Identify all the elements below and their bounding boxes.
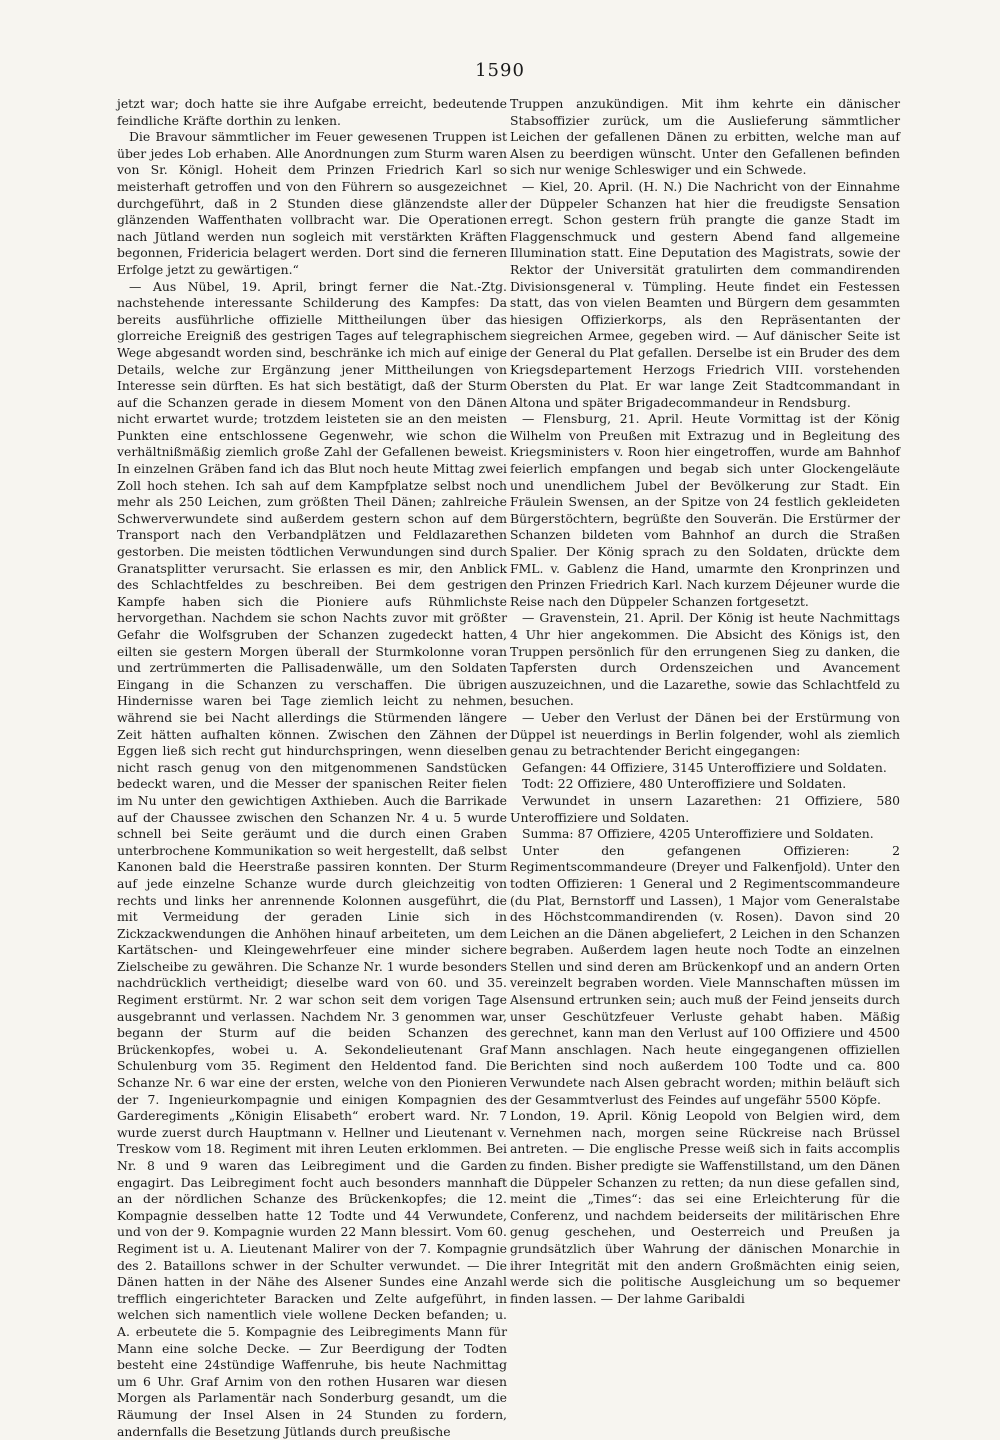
paragraph: — Ueber den Verlust der Dänen bei der Erstürmung von Düppel ist neuerdings in Berlin folgender, wohl als ziemlich genau zu betrachtender Bericht eingegangen: xyxy=(510,709,900,759)
paragraph: jetzt war; doch hatte sie ihre Aufgabe erreicht, bedeutende feindliche Kräfte dorthin zu lenken. xyxy=(117,96,507,128)
paragraph: Die Bravour sämmtlicher im Feuer gewesenen Truppen ist über jedes Lob erhaben. Alle Anordnungen zum Sturm waren von Sr. Königl. Hoheit dem Prinzen Friedrich Karl so meisterhaft getroffen und von den Führern so ausgezeichnet durchgeführt, daß in 2 Stunden diese glänzendste aller glänzenden Waffenthaten vollbracht war. Die Operationen nach Jütland werden nun sogleich mit verstärkten Kräften begonnen, Fridericia belagert werden. Dort sind die ferneren Erfolge jetzt zu gewärtigen.“ xyxy=(117,129,507,277)
paragraph: Unter den gefangenen Offizieren: 2 Regimentscommandeure (Dreyer und Falkenfjold). Unter den todten Offizieren: 1 General und 2 Regimentscommandeure (du Plat, Bernstorff und Lassen), 1 Major vom Generalstabe des Höchstcommandirenden (v. Rosen). Davon sind 20 Leichen an die Dänen abgeliefert, 2 Leichen in den Schanzen begraben. Außerdem lagen heute noch Todte an einzelnen Stellen und sind deren am Brückenkopf und an andern Orten vereinzelt begraben worden. Viele Mannschaften müssen im Alsensund ertrunken sein; auch muß der Feind jenseits durch unser Geschützfeuer Verluste gehabt haben. Mäßig gerechnet, kann man den Verlust auf 100 Offiziere und 4500 Mann anschlagen. Nach heute eingegangenen offiziellen Berichten sind noch außerdem 100 Todte und ca. 800 Verwundete nach Alsen gebracht worden; mithin beläuft sich der Gesammtverlust des Feindes auf ungefähr 5500 Köpfe. xyxy=(510,842,900,1107)
paragraph: — Gravenstein, 21. April. Der König ist heute Nachmittags 4 Uhr hier angekommen. Die Absicht des Königs ist, den Truppen persönlich für den errungenen Sieg zu danken, die Tapfersten durch Ordenszeichen und Avancement auszuzeichnen, und die Lazarethe, sowie das Schlachtfeld zu besuchen. xyxy=(510,610,900,709)
paragraph: Truppen anzukündigen. Mit ihm kehrte ein dänischer Stabsoffizier zurück, um die Auslieferung sämmtlicher Leichen der gefallenen Dänen zu erbitten, welche man auf Alsen zu beerdigen wünscht. Unter den Gefallenen befinden sich nur wenige Schleswiger und ein Schwede. xyxy=(510,96,900,178)
paragraph: — Kiel, 20. April. (H. N.) Die Nachricht von der Einnahme der Düppeler Schanzen hat hier die freudigste Sensation erregt. Schon gestern früh prangte die ganze Stadt im Flaggenschmuck und gestern Abend fand allgemeine Illumination statt. Eine Deputation des Magistrats, sowie der Rektor der Universität gratulirten dem commandirenden Divisionsgeneral v. Tümpling. Heute findet ein Festessen statt, das von vielen Beamten und Bürgern dem gesammten hiesigen Offizierkorps, als den Repräsentanten der siegreichen Armee, gegeben wird. — Auf dänischer Seite ist der General du Plat gefallen. Derselbe ist ein Bruder des dem Kriegsdepartement Herzogs Friedrich VIII. vorstehenden Obersten du Plat. Er war lange Zeit Stadtcommandant in Altona und später Brigadecommandeur in Rendsburg. xyxy=(510,178,900,410)
stat-line: Gefangen: 44 Offiziere, 3145 Unteroffiziere und Soldaten. xyxy=(522,759,887,775)
stat-line: Todt: 22 Offiziere, 480 Unteroffiziere und Soldaten. xyxy=(522,776,847,792)
left-column xyxy=(117,96,507,1439)
right-column xyxy=(510,96,900,1356)
paragraph: London, 19. April. König Leopold von Belgien wird, dem Vernehmen nach, morgen seine Rückreise nach Brüssel antreten. — Die englische Presse weiß sich in faits accomplis zu finden. Bisher predigte sie Waffenstillstand, um den Dänen die Düppeler Schanzen zu retten; da nun diese gefallen sind, meint die „Times“: das sei eine Erleichterung für die Conferenz, und nachdem beiderseits der militärischen Ehre genug geschehen, und Oesterreich und Preußen ja grundsätzlich über Wahrung der dänischen Monarchie in ihrer Integrität mit den andern Großmächten einig seien, werde sich die politische Ausgleichung um so bequemer finden lassen. — Der lahme Garibaldi xyxy=(510,1108,900,1306)
stat-line: Verwundet in unsern Lazarethen: 21 Offiziere, 580 Unteroffiziere und Soldaten. xyxy=(510,792,900,825)
page-number: 1590 xyxy=(475,60,525,81)
loss-statistics xyxy=(510,760,900,843)
paragraph: — Flensburg, 21. April. Heute Vormittag ist der König Wilhelm von Preußen mit Extrazug und in Begleitung des Kriegsministers v. Roon hier eingetroffen, wurde am Bahnhof feierlich empfangen und begab sich unter Glockengeläute und unendlichem Jubel der Bevölkerung zur Stadt. Ein Fräulein Swensen, an der Spitze von 24 festlich gekleideten Bürgerstöchtern, begrüßte den Souverän. Die Erstürmer der Schanzen bildeten vom Bahnhof an durch die Straßen Spalier. Der König sprach zu den Soldaten, drückte dem FML. v. Gablenz die Hand, umarmte den Kronprinzen und den Prinzen Friedrich Karl. Nach kurzem Déjeuner wurde die Reise nach den Düppeler Schanzen fortgesetzt. xyxy=(510,411,900,609)
stat-line: Summa: 87 Offiziere, 4205 Unteroffiziere und Soldaten. xyxy=(522,826,874,842)
paragraph: — Aus Nübel, 19. April, bringt ferner die Nat.-Ztg. nachstehende interessante Schilderung des Kampfes: Da bereits ausführliche offizielle Mittheilungen über das glorreiche Ereigniß des gestrigen Tages auf telegraphischem Wege abgesandt worden sind, beschränke ich mich auf einige Details, welche zur Ergänzung jener Mittheilungen von Interesse sein dürften. Es hat sich bestätigt, daß der Sturm auf die Schanzen gerade in diesem Moment von den Dänen nicht erwartet wurde; trotzdem leisteten sie an den meisten Punkten eine entschlossene Gegenwehr, wie schon die verhältnißmäßig ziemlich große Zahl der Gefallenen beweist. In einzelnen Gräben fand ich das Blut noch heute Mittag zwei Zoll hoch stehen. Ich sah auf dem Kampfplatze selbst noch mehr als 250 Leichen, zum größten Theil Dänen; zahlreiche Schwerverwundete sind außerdem gestern schon auf dem Transport nach den Verbandplätzen und Feldlazarethen gestorben. Die meisten tödtlichen Verwundungen sind durch Granatsplitter verursacht. Sie erlassen es mir, den Anblick des Schlachtfeldes zu beschreiben. Bei dem gestrigen Kampfe haben sich die Pioniere aufs Rühmlichste hervorgethan. Nachdem sie schon Nachts zuvor mit größter Gefahr die Wolfsgruben der Schanzen zugedeckt hatten, eilten sie gestern Morgen überall der Sturmkolonne voran und zertrümmerten die Pallisadenwälle, um den Soldaten Eingang in die Schanzen zu verschaffen. Die übrigen Hindernisse waren bei Tage ziemlich leicht zu nehmen, während sie bei Nacht allerdings die Stürmenden längere Zeit hätten aufhalten können. Zwischen den Zähnen der Eggen ließ sich recht gut hindurchspringen, wenn dieselben nicht rasch genug von den mitgenommenen Sandstücken bedeckt waren, und die Messer der spanischen Reiter fielen im Nu unter den gewichtigen Axthieben. Auch die Barrikade auf der Chaussee zwischen den Schanzen Nr. 4 u. 5 wurde schnell bei Seite geräumt und die durch einen Graben unterbrochene Kommunikation so weit hergestellt, daß selbst Kanonen bald die Heerstraße passiren konnten. Der Sturm auf jede einzelne Schanze wurde durch gleichzeitig von rechts und links her anrennende Kolonnen ausgeführt, die mit Vermeidung der geraden Linie sich in Zickzackwendungen die Anhöhen hinauf arbeiteten, um dem Kartätschen- und Kleingewehrfeuer eine minder sichere Zielscheibe zu gewähren. Die Schanze Nr. 1 wurde besonders nachdrücklich vertheidigt; dieselbe ward von 60. und 35. Regiment erstürmt. Nr. 2 war schon seit dem vorigen Tage ausgebrannt und verlassen. Nachdem Nr. 3 genommen war, begann der Sturm auf die beiden Schanzen des Brückenkopfes, wobei u. A. Sekondelieutenant Graf Schulenburg vom 35. Regiment den Heldentod fand. Die Schanze Nr. 6 war eine der ersten, welche von den Pionieren der 7. Ingenieurkompagnie und einigen Kompagnien des Garderegiments „Königin Elisabeth“ erobert ward. Nr. 7 wurde zuerst durch Hauptmann v. Hellner und Lieutenant v. Treskow vom 18. Regiment mit ihren Leuten erklommen. Bei Nr. 8 und 9 waren das Leibregiment und die Garden engagirt. Das Leibregiment focht auch besonders mannhaft an der nördlichen Schanze des Brückenkopfes; die 12. Kompagnie desselben hatte 12 Todte und 44 Verwundete, und von der 9. Kompagnie wurden 22 Mann blessirt. Vom 60. Regiment ist u. A. Lieutenant Malirer von der 7. Kompagnie des 2. Bataillons schwer in der Schulter verwundet. — Die Dänen hatten in der Nähe des Alsener Sundes eine Anzahl trefflich eingerichteter Baracken und Zelte aufgeführt, in welchen sich namentlich viele wollene Decken befanden; u. A. erbeutete die 5. Kompagnie des Leibregiments Mann für Mann eine solche Decke. — Zur Beerdigung der Todten besteht eine 24stündige Waffenruhe, bis heute Nachmittag um 6 Uhr. Graf Arnim von den rothen Husaren war diesen Morgen als Parlamentär nach Sonderburg gesandt, um die Räumung der Insel Alsen in 24 Stunden zu fordern, andernfalls die Besetzung Jütlands durch preußische xyxy=(117,278,507,1439)
